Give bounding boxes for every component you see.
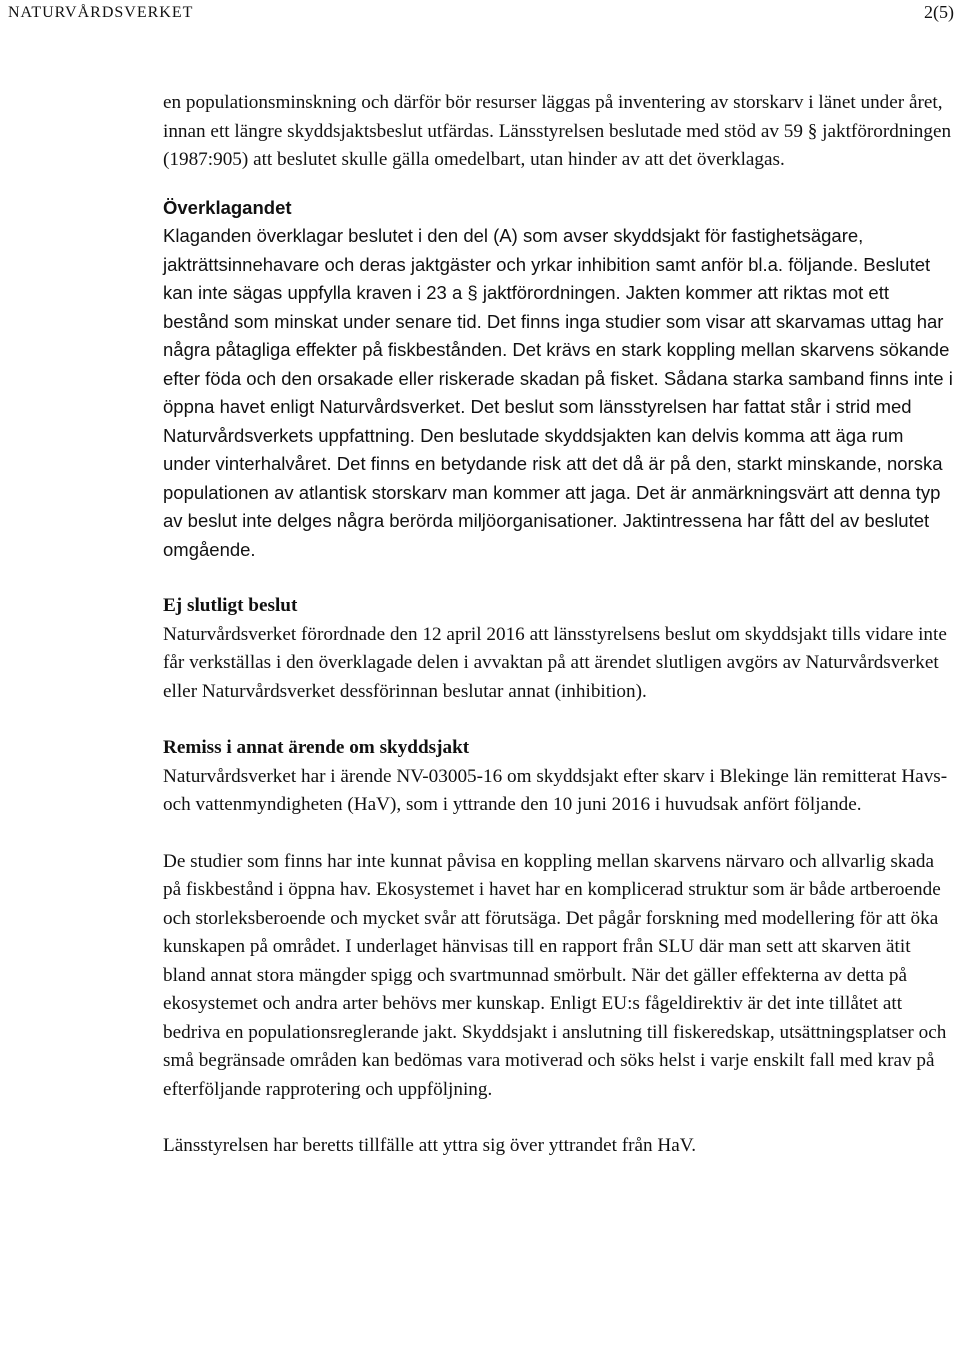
overklagandet-paragraph: Klaganden överklagar beslutet i den del (A) som avser skyddsjakt för fastighetsägare, jakträttsinnehavare och deras jaktgäster och yrkar inhibition samt anför bl.a. följande. Beslutet kan inte sägas uppfylla kraven i 23 a § jaktförordningen. Jakten kommer att riktas mot ett bestånd som minskat under senare tid. Det finns inga studier som visar att skarvamas uttag har några påtagliga effekter på fiskbestånden. Det krävs en stark koppling mellan skarvens sökande efter föda och den orsakade eller riskerade skadan på fisket. Sådana starka samband finns inte i öppna havet enligt Naturvårdsverket. Det beslut som länsstyrelsen har fattat står i strid med Naturvårdsverkets uppfattning. Den beslutade skyddsjakten kan delvis komma att äga rum under vinterhalvåret. Det finns en betydande risk att det då är på den, starkt minskande, norska populationen av atlantisk storskarv man kommer att jaga. Det är anmärkningsvärt att denna typ av beslut inte delges några berörda miljöorganisationer. Jaktintressena har fått del av beslutet omgående. xyxy=(163,225,953,560)
heading-remiss: Remiss i annat ärende om skyddsjakt xyxy=(163,737,470,758)
page-number: 2(5) xyxy=(924,2,954,22)
header-title: NATURVÅRDSVERKET xyxy=(8,4,194,21)
document-body xyxy=(163,89,955,1161)
remiss-paragraph: Naturvårdsverket har i ärende NV-03005-16 om skyddsjakt efter skarv i Blekinge län remitterat Havs- och vattenmyndigheten (HaV), som i yttrande den 10 juni 2016 i huvudsak anfört följande. xyxy=(163,765,948,815)
heading-ej-slutligt-beslut: Ej slutligt beslut xyxy=(163,595,298,616)
page-header xyxy=(8,2,954,26)
closing-paragraph: Länsstyrelsen har beretts tillfälle att yttra sig över yttrandet från HaV. xyxy=(163,1135,696,1156)
hav-statement-paragraph: De studier som finns har inte kunnat påvisa en koppling mellan skarvens närvaro och allvarlig skada på fiskbestånd i öppna hav. Ekosystemet i havet har en komplicerad struktur som är både artberoende och storleksberoende och mycket svår att förutsäga. Det pågår forskning med modellering för att öka kunskapen på området. I underlaget hänvisas till en rapport från SLU där man sett att skarven ätit bland annat stora mängder spigg och svartmunnad smörbult. När det gäller effekterna av detta på ekosystemet och andra arter behövs mer kunskap. Enligt EU:s fågeldirektiv är det inte tillåtet att bedriva en populationsreglerande jakt. Skyddsjakt i anslutning till fiskeredskap, utsättningsplatser och små begränsade områden kan bedömas vara motiverad och söks helst i varje enskilt fall med krav på efterföljande rapprotering och uppföljning. xyxy=(163,850,947,1100)
intro-paragraph: en populationsminskning och därför bör resurser läggas på inventering av storskarv i länet under året, innan ett längre skyddsjaktsbeslut utfärdas. Länsstyrelsen beslutade med stöd av 59 § jaktförordningen (1987:905) att beslutet skulle gälla omedelbart, utan hinder av att det överklagas. xyxy=(163,92,952,170)
heading-overklagandet: Överklagandet xyxy=(163,196,292,218)
ej-slutligt-beslut-paragraph: Naturvårdsverket förordnade den 12 april 2016 att länsstyrelsens beslut om skyddsjakt tills vidare inte får verkställas i den överklagade delen i avvaktan på att ärendet slutligen avgörs av Naturvårdsverket eller Naturvårdsverket dessförinnan beslutar annat (inhibition). xyxy=(163,623,947,702)
